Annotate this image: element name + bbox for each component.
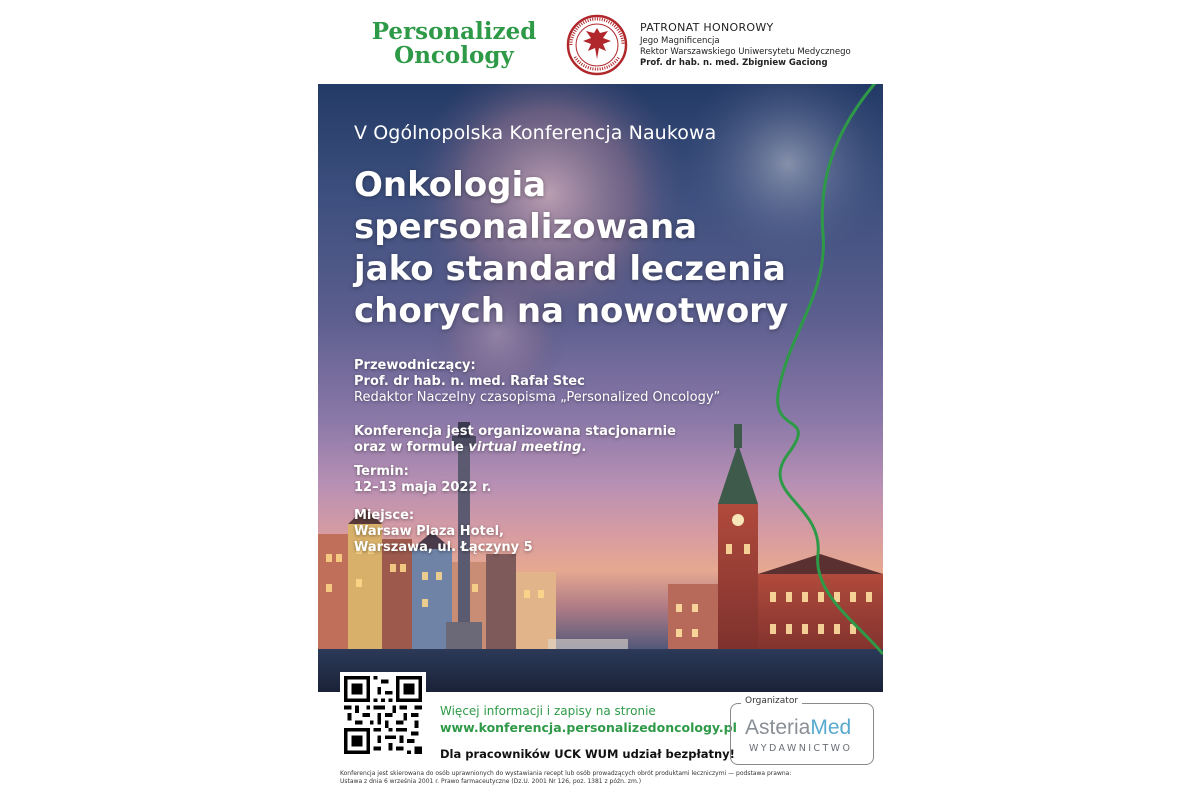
- mode-italic: virtual meeting: [468, 440, 582, 455]
- conference-title: [354, 164, 874, 332]
- organizer-label: Organizator: [741, 696, 802, 706]
- conference-term: [354, 464, 491, 496]
- patronage-line-1: Jego Magnificencja: [640, 36, 720, 46]
- chair-label: Przewodniczący:: [354, 358, 476, 373]
- organizer-name-a: Asteria: [745, 716, 811, 739]
- qr-code-icon: [344, 676, 422, 754]
- patronage-name: Prof. dr hab. n. med. Zbigniew Gaciong: [640, 58, 828, 68]
- title-line-3: jako standard leczenia: [354, 249, 786, 289]
- place-line-1: Warsaw Plaza Hotel,: [354, 524, 504, 539]
- chair-info: [354, 358, 720, 406]
- mode-line-2: [354, 440, 676, 456]
- chair-name: Prof. dr hab. n. med. Rafał Stec: [354, 374, 585, 389]
- brand-line-1: Personalized: [371, 18, 537, 45]
- university-seal-icon: [566, 14, 628, 76]
- conference-subtitle: V Ogólnopolska Konferencja Naukowa: [354, 122, 717, 144]
- patronage-line-2: Rektor Warszawskiego Uniwersytetu Medycznego: [640, 47, 851, 57]
- registration-info: [440, 704, 740, 761]
- place-label: Miejsce:: [354, 508, 415, 523]
- patronage-title: PATRONAT HONOROWY: [640, 21, 774, 34]
- chair-role: Redaktor Naczelny czasopisma „Personalized Oncology”: [354, 390, 721, 405]
- brand-logo: [354, 20, 554, 68]
- mode-suffix: .: [581, 440, 587, 455]
- title-line-2: spersonalizowana: [354, 207, 698, 247]
- qr-code[interactable]: [340, 672, 426, 758]
- organizer-logo: [745, 716, 851, 740]
- conference-poster: [318, 0, 883, 800]
- brand-line-2: Oncology: [394, 42, 514, 69]
- place-line-2: Warszawa, ul. Łączyny 5: [354, 540, 533, 555]
- title-line-4: chorych na nowotwory: [354, 291, 789, 331]
- organizer-box: [730, 696, 874, 765]
- disclaimer-line-1: Konferencja jest skierowana do osób uprawnionych do wystawiania recept lub osób prowadzących obrót produktami leczniczymi — podstawa prawna:: [340, 770, 792, 777]
- honorary-patronage: [640, 22, 880, 69]
- mode-line-1: Konferencja jest organizowana stacjonarnie: [354, 424, 676, 439]
- more-info-text: Więcej informacji i zapisy na stronie: [440, 704, 656, 718]
- disclaimer-line-2: Ustawa z dnia 6 września 2001 r. Prawo farmaceutyczne (Dz.U. 2001 Nr 126, poz. 1381 z późn. zm.): [340, 778, 642, 785]
- term-label: Termin:: [354, 464, 409, 479]
- conference-mode: [354, 424, 676, 456]
- hero-image: [318, 84, 883, 692]
- title-line-1: Onkologia: [354, 165, 547, 205]
- mode-prefix: oraz w formule: [354, 440, 469, 455]
- term-value: 12–13 maja 2022 r.: [354, 480, 492, 495]
- organizer-name-b: Med: [810, 716, 852, 739]
- free-participation-note: Dla pracowników UCK WUM udział bezpłatny!: [440, 747, 735, 761]
- organizer-subtitle: WYDAWNICTWO: [749, 743, 853, 754]
- conference-place: [354, 508, 533, 556]
- registration-link[interactable]: www.konferencja.personalizedoncology.pl: [440, 720, 737, 735]
- legal-disclaimer: [340, 770, 875, 786]
